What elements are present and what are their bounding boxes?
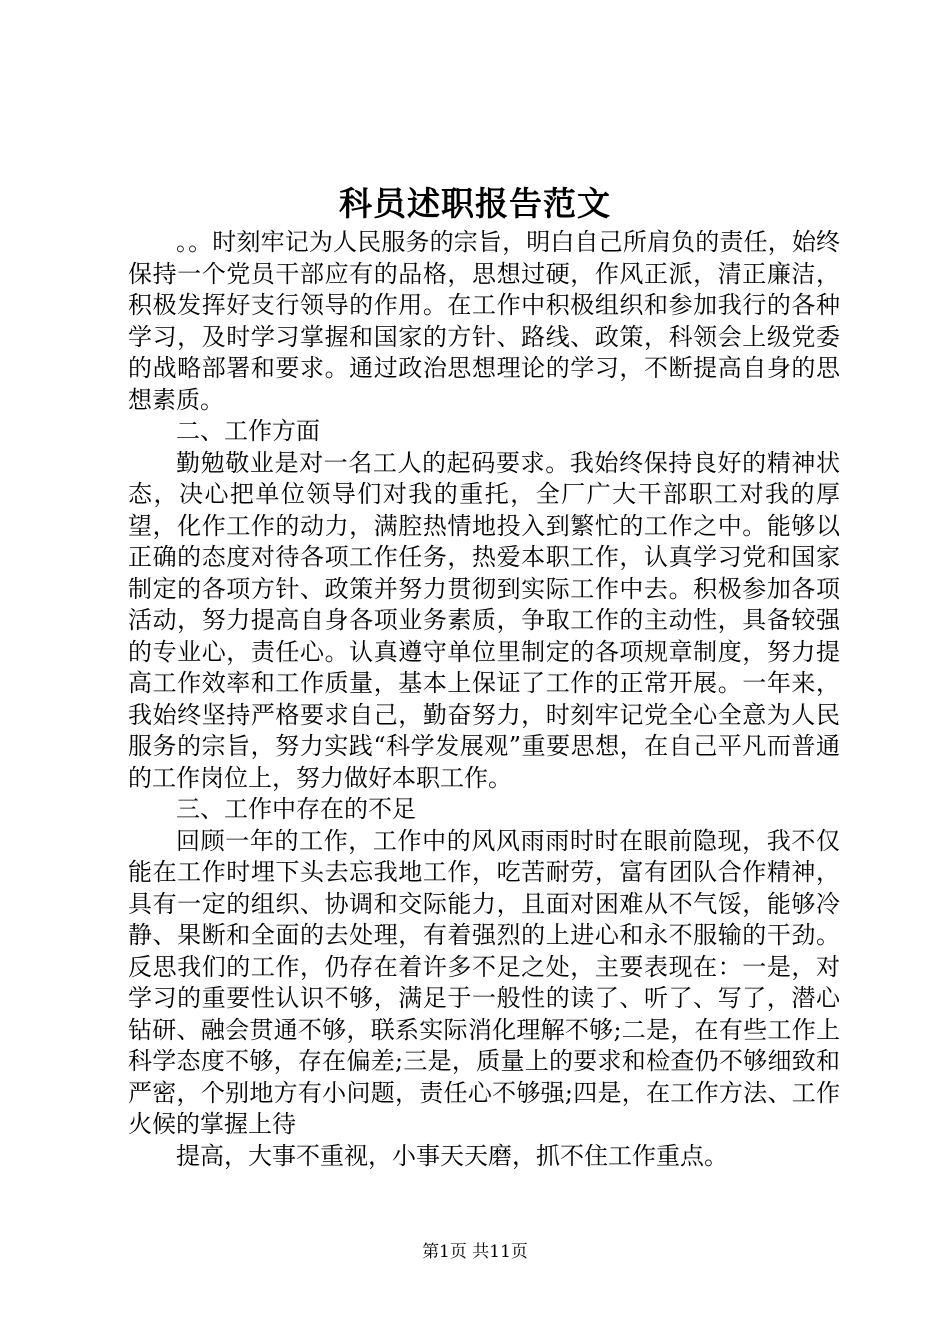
section-heading-work: 二、工作方面 [176, 417, 320, 445]
paragraph-intro: 。。时刻牢记为人民服务的宗旨，明白自己所肩负的责任，始终保持一个党员干部应有的品格，思想过硬，作风正派，清正廉洁，积极发挥好支行领导的作用。在工作中积极组织和参加我行的各种学习，及时学习掌握和国家的方针、路线、政策，科领会上级党委的战略部署和要求。通过政治思想理论的学习，不断提高自身的思想素质。 [128, 228, 840, 414]
page-number-footer: 第1页 共11页 [422, 1242, 528, 1262]
section-heading-shortcomings: 三、工作中存在的不足 [176, 795, 416, 823]
paragraph-work: 勤勉敬业是对一名工人的起码要求。我始终保持良好的精神状态，决心把单位领导们对我的重托，全厂广大干部职工对我的厚望，化作工作的动力，满腔热情地投入到繁忙的工作之中。能够以正确的态度对待各项工作任务，热爱本职工作，认真学习党和国家制定的各项方针、政策并努力贯彻到实际工作中去。积极参加各项活动，努力提高自身各项业务素质，争取工作的主动性，具备较强的专业心，责任心。认真遵守单位里制定的各项规章制度，努力提高工作效率和工作质量，基本上保证了工作的正常开展。一年来，我始终坚持严格要求自己，勤奋努力，时刻牢记党全心全意为人民服务的宗旨，努力实践“科学发展观”重要思想，在自己平凡而普通的工作岗位上，努力做好本职工作。 [128, 448, 840, 792]
paragraph-continuation: 提高，大事不重视，小事天天磨，抓不住工作重点。 [176, 1141, 728, 1170]
document-body [128, 227, 840, 1172]
paragraph-shortcomings: 回顾一年的工作，工作中的风风雨雨时时在眼前隐现，我不仅能在工作时埋下头去忘我地工作，吃苦耐劳，富有团队合作精神，具有一定的组织、协调和交际能力，且面对困难从不气馁，能够冷静、果断和全面的去处理，有着强烈的上进心和永不服输的干劲。反思我们的工作，仍存在着许多不足之处，主要表现在：一是，对学习的重要性认识不够，满足于一般性的读了、听了、写了，潜心钻研、融会贯通不够，联系实际消化理解不够;二是，在有些工作上科学态度不够，存在偏差;三是，质量上的要求和检查仍不够细致和严密，个别地方有小问题，责任心不够强;四是，在工作方法、工作火候的掌握上待 [128, 826, 840, 1138]
document-title: 科员述职报告范文 [339, 184, 611, 223]
